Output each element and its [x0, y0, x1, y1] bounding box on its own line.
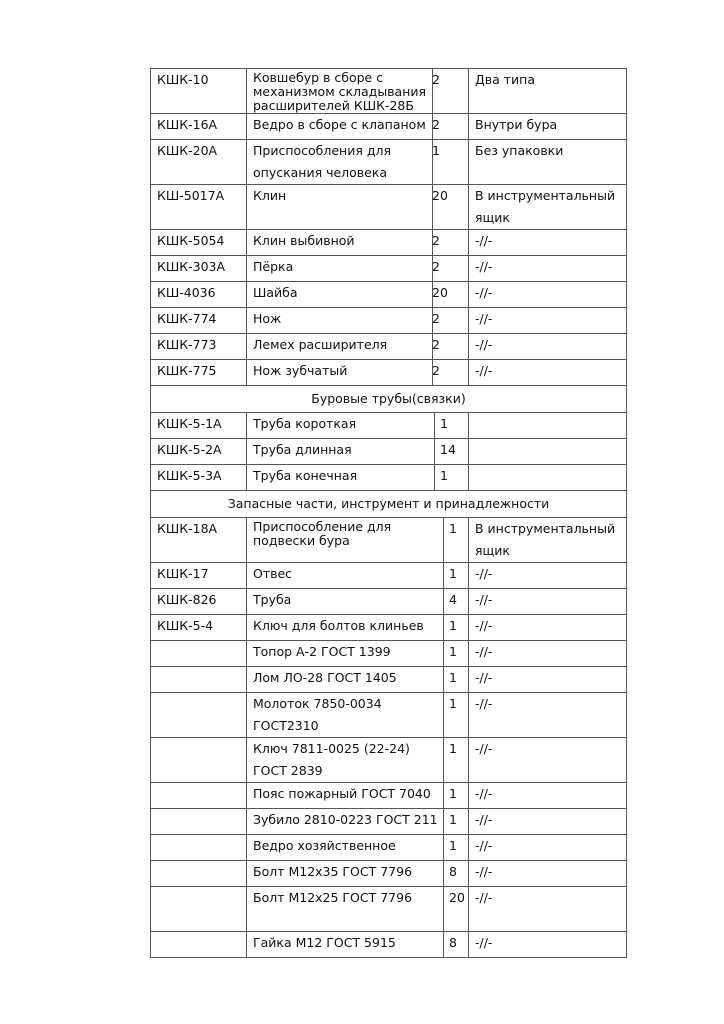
table-row	[151, 667, 627, 693]
item-qty-cell: 2	[427, 308, 469, 333]
table-row	[151, 641, 627, 667]
item-qty-cell: 2	[427, 69, 469, 113]
table-row	[151, 465, 627, 491]
item-note-cell: Без упаковки	[469, 140, 627, 184]
item-qty-cell: 1	[444, 783, 469, 808]
item-note-cell: -//-	[469, 861, 627, 886]
item-name-cell: Ключ 7811-0025 (22-24) ГОСТ 2839	[247, 738, 444, 782]
item-qty-cell: 1	[435, 465, 469, 490]
item-qty-cell: 1	[444, 641, 469, 666]
table-row	[151, 413, 627, 439]
item-name-cell: Молоток 7850-0034 ГОСТ2310	[247, 693, 444, 737]
item-qty-cell: 2	[427, 334, 469, 359]
item-name-cell: Болт М12х25 ГОСТ 7796	[247, 887, 444, 931]
item-note-cell: -//-	[469, 783, 627, 808]
item-code-cell: КШК-10	[151, 69, 247, 113]
item-note-cell: -//-	[469, 256, 627, 281]
item-qty-cell: 1	[435, 413, 469, 438]
section-title-row	[151, 491, 627, 518]
table-row	[151, 738, 627, 783]
table-row	[151, 334, 627, 360]
item-note-cell: -//-	[469, 809, 627, 834]
item-name-cell: Труба конечная	[247, 465, 435, 490]
item-code-cell: КШК-16А	[151, 114, 247, 139]
item-code-cell	[151, 738, 247, 782]
item-qty-cell: 8	[444, 932, 469, 957]
item-qty-cell: 2	[427, 114, 469, 139]
item-qty-cell: 20	[427, 185, 469, 229]
item-note-cell: -//-	[469, 282, 627, 307]
item-code-cell: КШК-826	[151, 589, 247, 614]
item-note-cell: -//-	[469, 738, 627, 782]
item-code-cell: КШ-4036	[151, 282, 247, 307]
item-code-cell: КШК-5-4	[151, 615, 247, 640]
item-code-cell: КШК-774	[151, 308, 247, 333]
item-code-cell	[151, 667, 247, 692]
item-code-cell: КШК-303А	[151, 256, 247, 281]
item-qty-cell: 4	[444, 589, 469, 614]
table-row	[151, 308, 627, 334]
equipment-table	[150, 68, 627, 958]
table-row	[151, 809, 627, 835]
table-row	[151, 518, 627, 563]
table-row	[151, 589, 627, 615]
item-code-cell: КШК-17	[151, 563, 247, 588]
item-name-cell: Пояс пожарный ГОСТ 7040	[247, 783, 444, 808]
item-code-cell: КШК-773	[151, 334, 247, 359]
item-code-cell: КШК-5-1А	[151, 413, 247, 438]
item-note-cell: -//-	[469, 835, 627, 860]
item-code-cell: КШК-20А	[151, 140, 247, 184]
table-row	[151, 835, 627, 861]
item-note-cell: -//-	[469, 334, 627, 359]
table-row	[151, 114, 627, 140]
item-qty-cell: 1	[444, 738, 469, 782]
item-note-cell: -//-	[469, 932, 627, 957]
item-name-cell: Шайба	[247, 282, 433, 307]
item-code-cell: КШК-18А	[151, 518, 247, 562]
item-note-cell: -//-	[469, 563, 627, 588]
item-code-cell: КШ-5017А	[151, 185, 247, 229]
item-name-cell: Клин	[247, 185, 433, 229]
item-note-cell: Два типа	[469, 69, 627, 113]
item-code-cell: КШК-5-3А	[151, 465, 247, 490]
item-name-cell: Ведро хозяйственное	[247, 835, 444, 860]
item-note-cell: В инструментальный ящик	[469, 185, 627, 229]
table-row	[151, 861, 627, 887]
item-note-cell: Внутри бура	[469, 114, 627, 139]
item-note-cell: -//-	[469, 230, 627, 255]
item-qty-cell: 14	[435, 439, 469, 464]
section-title-row	[151, 386, 627, 413]
table-row	[151, 439, 627, 465]
item-name-cell: Труба длинная	[247, 439, 435, 464]
item-qty-cell: 2	[427, 230, 469, 255]
item-code-cell: КШК-5054	[151, 230, 247, 255]
item-name-cell: Ведро в сборе с клапаном	[247, 114, 433, 139]
item-note-cell	[469, 439, 627, 464]
item-note-cell: -//-	[469, 887, 627, 931]
item-code-cell	[151, 693, 247, 737]
item-note-cell: -//-	[469, 308, 627, 333]
table-row	[151, 783, 627, 809]
item-name-cell: Лемех расширителя	[247, 334, 433, 359]
item-qty-cell: 8	[444, 861, 469, 886]
item-qty-cell: 1	[427, 140, 469, 184]
item-qty-cell: 1	[444, 835, 469, 860]
item-code-cell	[151, 887, 247, 931]
item-name-cell: Пёрка	[247, 256, 433, 281]
item-note-cell: -//-	[469, 360, 627, 385]
item-code-cell: КШК-775	[151, 360, 247, 385]
item-name-cell: Приспособление для подвески бура	[247, 518, 444, 562]
item-name-cell: Ключ для болтов клиньев	[247, 615, 444, 640]
item-qty-cell: 1	[444, 563, 469, 588]
item-name-cell: Лом ЛО-28 ГОСТ 1405	[247, 667, 444, 692]
table-row	[151, 185, 627, 230]
item-qty-cell: 20	[427, 282, 469, 307]
item-note-cell: -//-	[469, 615, 627, 640]
table-row	[151, 693, 627, 738]
item-qty-cell: 1	[444, 518, 469, 562]
item-code-cell	[151, 835, 247, 860]
table-row	[151, 563, 627, 589]
item-qty-cell: 1	[444, 809, 469, 834]
table-row	[151, 932, 627, 958]
item-qty-cell: 1	[444, 693, 469, 737]
section-title: Запасные части, инструмент и принадлежности	[151, 491, 627, 517]
item-name-cell: Нож	[247, 308, 433, 333]
table-row	[151, 282, 627, 308]
table-row	[151, 230, 627, 256]
item-name-cell: Болт М12х35 ГОСТ 7796	[247, 861, 444, 886]
item-name-cell: Нож зубчатый	[247, 360, 433, 385]
item-note-cell	[469, 413, 627, 438]
table-row	[151, 140, 627, 185]
item-code-cell	[151, 932, 247, 957]
item-qty-cell: 1	[444, 667, 469, 692]
item-qty-cell: 1	[444, 615, 469, 640]
item-code-cell	[151, 861, 247, 886]
item-name-cell: Труба	[247, 589, 444, 614]
item-name-cell: Топор А-2 ГОСТ 1399	[247, 641, 444, 666]
item-name-cell: Клин выбивной	[247, 230, 433, 255]
item-note-cell: В инструментальный ящик	[469, 518, 627, 562]
item-name-cell: Гайка М12 ГОСТ 5915	[247, 932, 444, 957]
table-row	[151, 615, 627, 641]
table-row	[151, 887, 627, 932]
item-name-cell: Ковшебур в сборе с механизмом складывания расширителей КШК-28Б	[247, 69, 433, 113]
table-row	[151, 256, 627, 282]
item-name-cell: Труба короткая	[247, 413, 435, 438]
item-code-cell: КШК-5-2А	[151, 439, 247, 464]
item-note-cell	[469, 465, 627, 490]
table-row	[151, 360, 627, 386]
item-code-cell	[151, 641, 247, 666]
item-qty-cell: 2	[427, 256, 469, 281]
item-note-cell: -//-	[469, 693, 627, 737]
item-name-cell: Приспособления для опускания человека	[247, 140, 433, 184]
item-code-cell	[151, 783, 247, 808]
item-name-cell: Отвес	[247, 563, 444, 588]
item-note-cell: -//-	[469, 667, 627, 692]
item-qty-cell: 20	[444, 887, 469, 931]
item-name-cell: Зубило 2810-0223 ГОСТ 211	[247, 809, 444, 834]
item-qty-cell: 2	[427, 360, 469, 385]
item-note-cell: -//-	[469, 641, 627, 666]
table-row	[151, 69, 627, 114]
section-title: Буровые трубы(связки)	[151, 386, 627, 412]
item-note-cell: -//-	[469, 589, 627, 614]
item-code-cell	[151, 809, 247, 834]
